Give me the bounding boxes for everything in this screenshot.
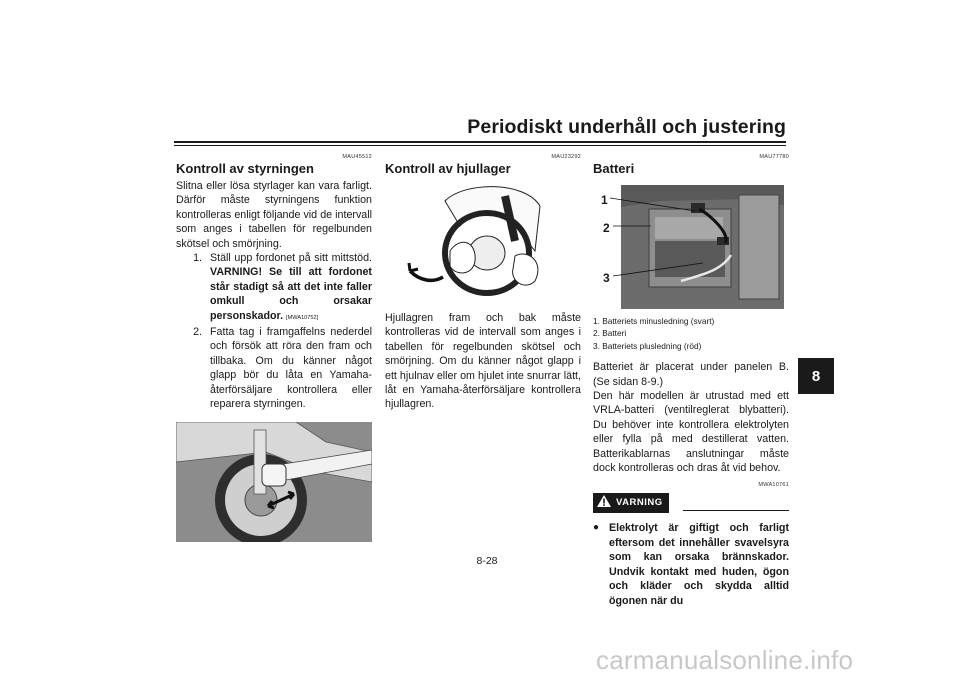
step-number: 2.: [193, 326, 202, 339]
step-text-body: Ställ upp fordonet på sitt mittstöd.: [210, 252, 372, 265]
warning-bullet: [593, 521, 789, 607]
section-code: MAU45512: [342, 154, 372, 160]
page-header-title: Periodiskt underhåll och justering: [467, 116, 786, 138]
callout-1: 1: [601, 193, 608, 207]
warning-code: MWA10761: [758, 482, 789, 489]
warning-header: [593, 493, 789, 513]
caption-item: 2. Batteri: [593, 328, 627, 339]
caption-item: 3. Batteriets plusledning (röd): [593, 340, 702, 351]
warning-bullet-text: Elektrolyt är giftigt och farligt eftersom det innehåller svavelsyra som kan orsaka brännskador. Undvik kontakt med huden, ögon och kläder och skydda alltid ögonen när du: [609, 522, 789, 607]
header-rule: [174, 141, 786, 143]
step-text: Fatta tag i framgaffelns nederdel och försök att röra den fram och tillbaka. Om du känner något glapp bör du låta en Yamaha-återförsäljare kontrollera eller reparera styrningen.: [210, 326, 372, 411]
step-number: 1.: [193, 252, 202, 265]
section-intro: Slitna eller lösa styrlager kan vara farligt. Därför måste styrningens funktion kontrolleras enligt följande vid de intervall som anges i tabellen för regelbunden skötsel och smörjning.: [176, 180, 372, 250]
figure-captions: [593, 315, 789, 352]
step-item: [176, 251, 372, 325]
section-code: MAU23292: [551, 154, 581, 160]
section-heading: Kontroll av styrningen: [176, 161, 314, 176]
section-code: MAU77780: [759, 154, 789, 160]
wheel-bearing-illustration: [405, 181, 555, 303]
section-heading: Batteri: [593, 161, 635, 176]
header-rule-thin: [174, 145, 786, 146]
column-wheel-bearings: [385, 153, 581, 412]
callout-2: 2: [603, 221, 610, 235]
step-warning-code: [MWA10752]: [286, 314, 319, 321]
battery-location-text: Batteriet är placerat under panelen B. (Se sidan 8-9.): [593, 361, 789, 388]
column-battery: [593, 153, 789, 608]
steering-illustration: [176, 422, 372, 542]
step-text: [210, 251, 372, 325]
warning-triangle-icon: [597, 495, 611, 512]
page-number: 8-28: [476, 555, 498, 567]
warning-rule: [683, 510, 789, 511]
bullet-dot-icon: ●: [593, 522, 600, 534]
battery-figure: [593, 185, 789, 309]
callout-3: 3: [603, 271, 610, 285]
step-item: [176, 325, 372, 411]
section-body: Hjullagren fram och bak måste kontrolleras vid de intervall som anges i tabellen för regelbunden skötsel och smörjning. Om du känner något glapp i ett hjulnav eller om hjulet inte snurrar lätt, låt en Yamaha-återförsäljare kontrollera hjullagren.: [385, 312, 581, 411]
column-steering: [176, 153, 372, 542]
chapter-tab[interactable]: 8: [798, 358, 834, 394]
section-heading: Kontroll av hjullager: [385, 161, 511, 176]
warning-badge: [593, 493, 669, 513]
battery-vrla-text: Den här modellen är utrustad med ett VRLA-batteri (ventilreglerat blybatteri). Du behöver inte kontrollera elektrolyten eller fylla på med destillerat vatten. Batterikablarnas anslutningar måste dock kontrolleras och dras åt vid behov.: [593, 390, 789, 475]
warning-label: VARNING: [616, 497, 663, 509]
caption-item: 1. Batteriets minusledning (svart): [593, 316, 715, 326]
watermark: carmanualsonline.info: [596, 645, 854, 675]
step-warning: VARNING! Se till att fordonet står stadigt så att det inte faller omkull och orsakar personskador.: [210, 266, 372, 322]
